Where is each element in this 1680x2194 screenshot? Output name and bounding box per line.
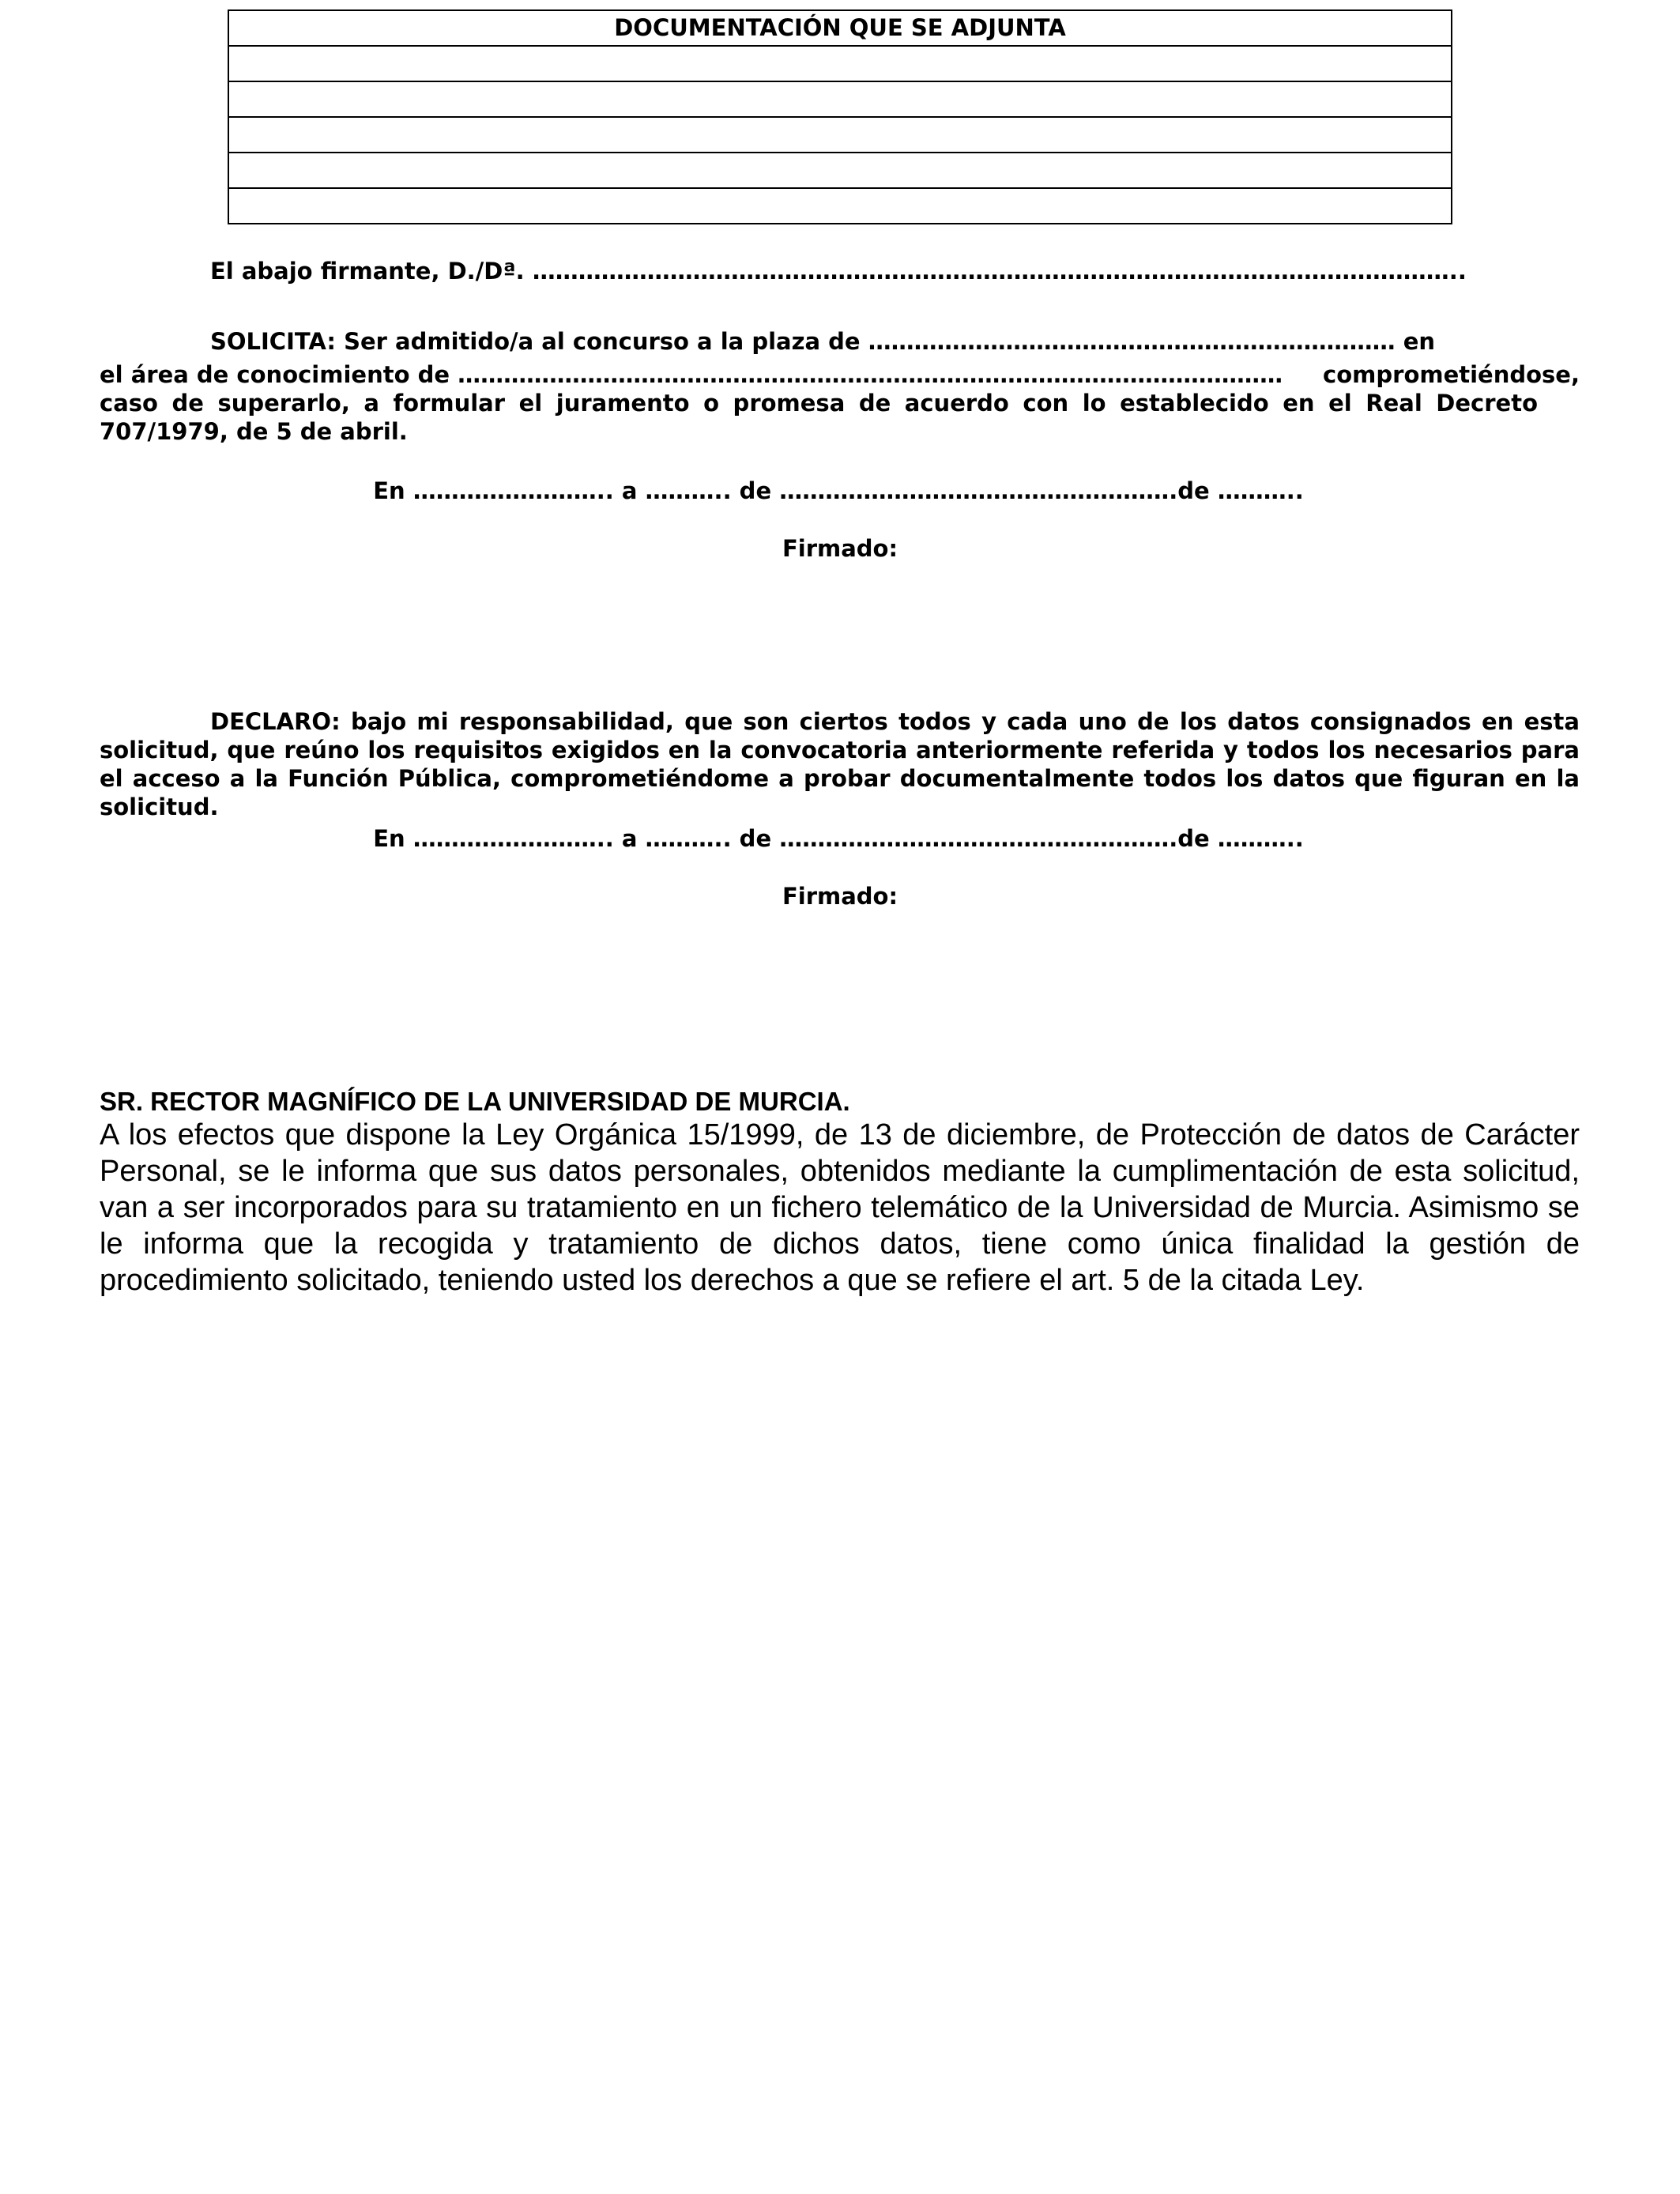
privacy-notice: A los efectos que dispone la Ley Orgánica 15/1999, de 13 de diciembre, de Protección de datos de Carácter Personal, se le informa que sus datos personales, obtenidos mediante la cumplimentación de esta solicitud, van a ser incorporados para su tratamiento en un fichero telemático de la Universidad de Murcia. Asimismo se le informa que la recogida y tratamiento de dichos datos, tiene como única finalidad la gestión de procedimiento solicitado, teniendo usted los derechos a que se refiere el art. 5 de la citada Ley. bbox=[100, 1118, 1580, 1297]
knowledge-area-line bbox=[100, 360, 1580, 389]
commitment-word: comprometiéndose, bbox=[1323, 361, 1580, 388]
date-place-line: En …………………….. a ……….. de …………………………………………….de ……….. bbox=[373, 825, 1304, 852]
date-place-line: En …………………….. a ……….. de …………………………………………….de ……….. bbox=[373, 477, 1304, 504]
attached-document-row[interactable] bbox=[229, 82, 1451, 118]
declaration-paragraph: DECLARO: bajo mi responsabilidad, que son ciertos todos y cada uno de los datos consignados en esta solicitud, que reúno los requisitos exigidos en la convocatoria anteriormente referida y todos los necesarios para el acceso a la Función Pública, comprometiéndome a probar documentalmente todos los datos que figuran en la solicitud. bbox=[100, 708, 1580, 820]
attached-document-row[interactable] bbox=[229, 189, 1451, 224]
attached-document-row[interactable] bbox=[229, 47, 1451, 82]
solicita-line: SOLICITA: Ser admitido/a al concurso a la plaza de …………………………………………………………… en bbox=[210, 328, 1436, 355]
signed-label: Firmado: bbox=[782, 883, 898, 910]
attached-document-row[interactable] bbox=[229, 118, 1451, 153]
attached-documents-table bbox=[228, 9, 1452, 224]
addressee: SR. RECTOR MAGNÍFICO DE LA UNIVERSIDAD DE MURCIA. bbox=[100, 1087, 850, 1116]
solicita-continuation: caso de superarlo, a formular el juramento o promesa de acuerdo con lo establecido en el Real Decreto 707/1979, de 5 de abril. bbox=[100, 390, 1538, 445]
signed-label: Firmado: bbox=[782, 535, 898, 562]
attached-documents-header: DOCUMENTACIÓN QUE SE ADJUNTA bbox=[229, 11, 1451, 47]
signer-line: El abajo firmante, D./Dª. ………………………………………………………………………………………………………….. bbox=[210, 258, 1467, 285]
attached-document-row[interactable] bbox=[229, 153, 1451, 189]
knowledge-area-label: el área de conocimiento de ……………………………………………………………………………………………… bbox=[100, 361, 1283, 388]
